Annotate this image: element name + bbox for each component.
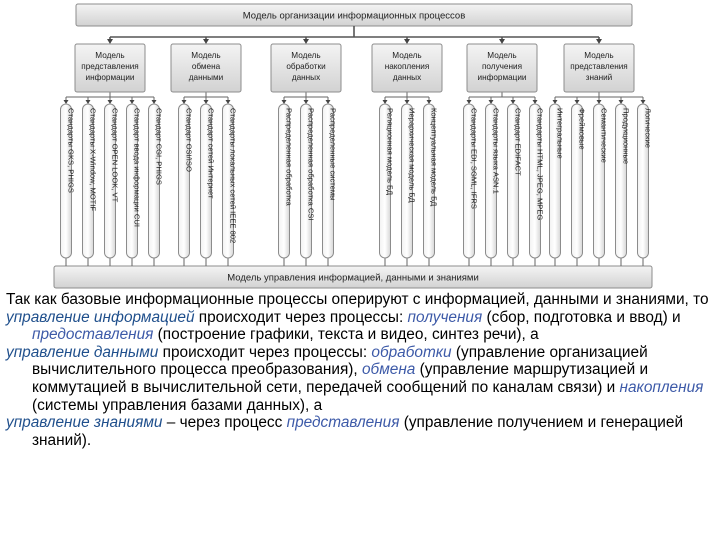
standard-pill — [105, 104, 120, 258]
standard-pill — [149, 104, 164, 258]
plain-text: (построение графики, текста и видео, синтез речи), а — [153, 326, 539, 344]
arrow-icon — [130, 100, 135, 104]
arrow-icon — [619, 100, 624, 104]
arrow-icon — [64, 100, 69, 104]
standard-pill-label: Концептуальная модель БД — [429, 108, 439, 207]
standard-pill — [550, 104, 565, 258]
model-box-label: данных — [392, 73, 422, 82]
model-box-label: информации — [477, 73, 527, 82]
process-term: представления — [286, 414, 400, 432]
arrow-icon — [108, 100, 113, 104]
standard-pill-label: Фреймовые — [577, 108, 587, 150]
process-term: обработки — [371, 343, 452, 361]
standard-pill-label: Стандарты EDI, SGML, IFRS — [469, 108, 479, 209]
standard-pill-label: Стандарт CGI, PHIGS — [154, 108, 164, 185]
standard-pill-label: Продукционные — [621, 108, 631, 165]
standard-pill-label: Стандарты X-Window, MOTIF — [88, 108, 98, 212]
standard-pill-label: Стандарты локальных сетей IEEE 802 — [228, 108, 238, 244]
model-box-label: данными — [188, 73, 224, 82]
arrow-icon — [326, 100, 331, 104]
arrow-icon — [203, 39, 209, 44]
management-term: управление информацией — [6, 308, 195, 326]
arrow-icon — [282, 100, 287, 104]
plain-text: (управление маршрутизацией и коммутацией в вычислительной сети, передачей сообщений по каналам связи) и — [32, 361, 649, 396]
standard-pill — [127, 104, 142, 258]
standard-pill — [61, 104, 76, 258]
management-term: управление знаниями — [6, 414, 163, 432]
standard-pill — [594, 104, 609, 258]
arrow-icon — [467, 100, 472, 104]
model-box-label: Модель — [584, 51, 614, 60]
process-term: накопления — [619, 378, 704, 396]
model-box-label: обмена — [191, 62, 221, 71]
standard-pill-label: Распределенная обработка CSI — [306, 108, 316, 221]
standard-pill — [508, 104, 523, 258]
arrow-icon — [511, 100, 516, 104]
arrow-icon — [641, 100, 646, 104]
standard-pill-label: Стандарт ввода информации CUI — [132, 108, 142, 227]
plain-text: происходит через процессы: — [194, 308, 408, 326]
model-box-label: Модель — [191, 51, 221, 60]
standard-pill — [223, 104, 238, 258]
model-box-label: обработки — [286, 62, 326, 71]
standard-pill-label: Интегральные — [555, 108, 565, 159]
plain-text: – через процесс — [162, 414, 287, 432]
standard-pill — [301, 104, 316, 258]
plain-text: (управление получением и генерацией знаний). — [32, 414, 684, 449]
standard-pill-label: Стандарт сетей Интернет — [206, 108, 216, 199]
model-box-label: накопления — [384, 62, 430, 71]
arrow-icon — [303, 39, 309, 44]
standard-pill — [616, 104, 631, 258]
arrow-icon — [489, 100, 494, 104]
standard-pill — [464, 104, 479, 258]
model-box-label: Модель — [487, 51, 517, 60]
arrow-icon — [182, 100, 187, 104]
management-term: управление данными — [6, 343, 159, 361]
plain-text: (системы управления базами данных), а — [32, 396, 323, 414]
arrow-icon — [499, 39, 505, 44]
model-box-label: данных — [291, 73, 321, 82]
arrow-icon — [533, 100, 538, 104]
model-box-label: Модель — [392, 51, 422, 60]
arrow-icon — [383, 100, 388, 104]
arrow-icon — [404, 39, 410, 44]
model-box — [372, 44, 442, 92]
bottom-label-text: Модель управления информацией, данными и знаниями — [227, 272, 479, 284]
model-boxes — [75, 44, 634, 92]
model-box — [75, 44, 145, 92]
model-box-label: представления — [81, 62, 139, 71]
standard-pill — [380, 104, 395, 258]
standard-pill — [323, 104, 338, 258]
description-paragraph — [6, 309, 718, 344]
model-box-label: информации — [85, 73, 135, 82]
standard-pill-label: Логические — [643, 108, 653, 148]
process-term: обмена — [362, 361, 416, 379]
arrow-icon — [107, 39, 113, 44]
arrow-icon — [226, 100, 231, 104]
model-box — [271, 44, 341, 92]
standard-pill — [572, 104, 587, 258]
standard-pill — [638, 104, 653, 258]
top-title-text: Модель организации информационных процессов — [242, 10, 466, 22]
standard-pill — [424, 104, 439, 258]
standard-pill-label: Иерархическая модель БД — [407, 108, 417, 203]
standard-pill-label: Стандарт EDIFACT — [513, 108, 523, 176]
standard-pill-label: Распределенные системы — [328, 108, 338, 201]
standard-pill — [201, 104, 216, 258]
standard-pill-label: Распределенная обработка — [284, 108, 294, 206]
plain-text: происходит через процессы: — [158, 343, 372, 361]
standard-pill — [402, 104, 417, 258]
standard-pill — [179, 104, 194, 258]
model-box — [467, 44, 537, 92]
standard-pill-label: Стандарты языка ASN.1 — [491, 108, 501, 194]
description-paragraph — [6, 344, 718, 414]
standard-pill — [530, 104, 545, 258]
plain-text: Так как базовые информационные процессы оперируют с информацией, данными и знаниями, то — [6, 291, 709, 308]
model-box — [171, 44, 241, 92]
description-paragraph — [6, 291, 718, 309]
model-box — [564, 44, 634, 92]
arrow-icon — [596, 39, 602, 44]
arrow-icon — [427, 100, 432, 104]
model-box-label: представления — [570, 62, 628, 71]
plain-text: (управление организацией вычислительного процесса преобразования), — [32, 343, 648, 379]
arrow-icon — [553, 100, 558, 104]
arrow-icon — [304, 100, 309, 104]
model-box-label: получения — [481, 62, 523, 71]
standard-pill — [279, 104, 294, 258]
process-term: получения — [407, 308, 483, 326]
arrow-icon — [405, 100, 410, 104]
plain-text: (сбор, подготовка и ввод) и — [482, 308, 681, 326]
arrow-icon — [86, 100, 91, 104]
arrow-icon — [597, 100, 602, 104]
standard-pills — [61, 104, 653, 258]
description-paragraph — [6, 414, 718, 449]
standard-pill-label: Стандарт OSI/ISO — [184, 108, 194, 172]
standard-pill-label: Стандарт OPEN LOOK, VT — [110, 108, 120, 203]
standard-pill — [486, 104, 501, 258]
model-box-label: знаний — [585, 73, 613, 82]
arrow-icon — [152, 100, 157, 104]
arrow-icon — [204, 100, 209, 104]
model-box-label: Модель — [95, 51, 125, 60]
model-box-label: Модель — [291, 51, 321, 60]
arrow-icon — [575, 100, 580, 104]
standard-pill-label: Стандарты GKS, PHIGS — [66, 108, 76, 193]
standard-pill-label: Реляционная модель БД — [385, 108, 395, 196]
description-text — [6, 291, 718, 449]
standard-pill — [83, 104, 98, 258]
standard-pill-label: Стандарты HTML, JPEG, MPEG — [535, 108, 545, 221]
process-term: предоставления — [32, 326, 154, 344]
standard-pill-label: Семантические — [599, 108, 609, 163]
